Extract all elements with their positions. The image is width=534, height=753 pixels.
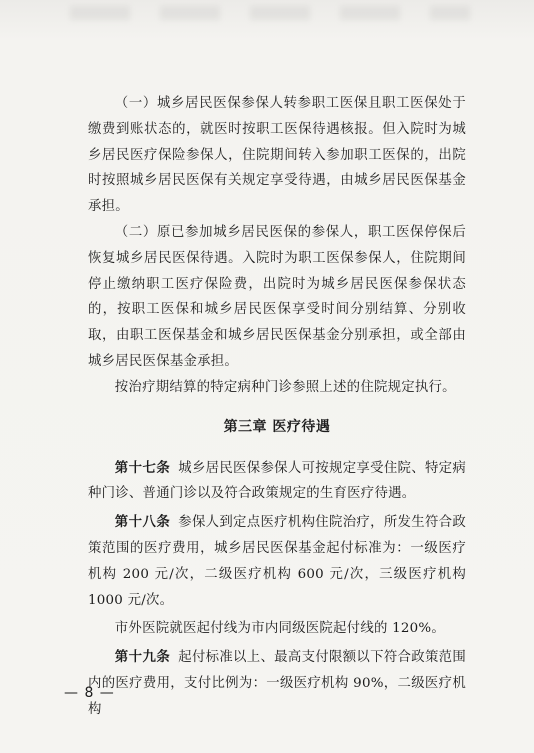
article-19 xyxy=(88,645,466,722)
bleed-through-text xyxy=(70,6,470,20)
article-19-text: 起付标准以上、最高支付限额以下符合政策范围内的医疗费用，支付比例为：一级医疗机构 90%，二级医疗机构 xyxy=(88,650,467,717)
article-18-note: 市外医院就医起付线为市内同级医院起付线的 120%。 xyxy=(114,621,446,637)
article-18 xyxy=(88,510,466,613)
paragraph-special-disease-note: 按治疗期结算的特定病种门诊参照上述的住院规定执行。 xyxy=(114,379,456,395)
article-18-text: 参保人到定点医疗机构住院治疗，所发生符合政策范围的医疗费用，城乡居民医保基金起付标准为：一级医疗机构 200 元/次，二级医疗机构 600 元/次，三级医疗机构 1000 元/次。 xyxy=(88,515,467,608)
document-body xyxy=(88,91,466,723)
article-17-label: 第十七条 xyxy=(114,460,171,476)
article-19-label: 第十九条 xyxy=(114,650,171,666)
article-17-text: 城乡居民医保参保人可按规定享受住院、特定病种门诊、普通门诊以及符合政策规定的生育医疗待遇。 xyxy=(88,460,467,502)
page-number: — 8 — xyxy=(64,685,115,701)
paragraph-clause-1: （一）城乡居民医保参保人转参职工医保且职工医保处于缴费到账状态的，就医时按职工医保待遇核报。但入院时为城乡居民医疗保险参保人，住院期间转入参加职工医保的，出院时按照城乡居民医保有关规定享受待遇，由城乡居民医保基金承担。 xyxy=(88,96,466,215)
chapter-title: 第三章 医疗待遇 xyxy=(223,418,331,435)
paragraph-clause-2: （二）原已参加城乡居民医保的参保人，职工医保停保后恢复城乡居民医保待遇。入院时为职工医保参保人，住院期间停止缴纳职工医疗保险费，出院时为城乡居民医保参保状态的，按职工医保和城乡居民医保享受时间分别结算、分别收取，由职工医保基金和城乡居民医保基金分别承担，或全部由城乡居民医保基金承担。 xyxy=(88,224,466,369)
article-17 xyxy=(88,456,466,508)
article-18-label: 第十八条 xyxy=(114,515,171,531)
